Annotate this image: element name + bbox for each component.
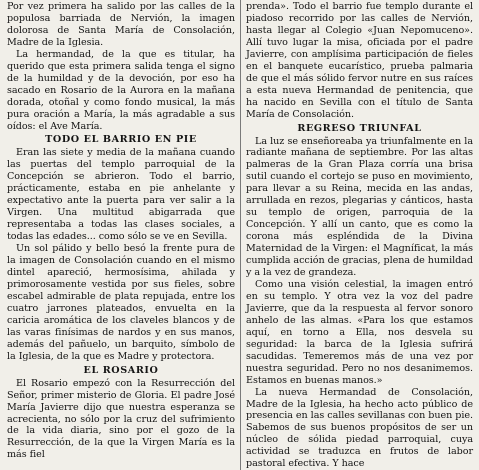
left-column [7, 1, 235, 461]
article-paragraph: Un sol pálido y bello besó la frente pura de la imagen de Consolación cuando en el mismo dintel apareció, hermosísima, ahilada y primorosamente vestida por sus fieles, sobre escabel admirable de plata repujada, entre los cuatro jarrones plateados, envuelta en la caricia aromática de los claveles blancos y de las varas finísimas de nardos y en sus manos, además del pañuelo, un barquito, símbolo de la Iglesia, de la que es Madre y protectora. [7, 243, 235, 362]
article-paragraph: Eran las siete y media de la mañana cuando las puertas del templo parroquial de la Concepción se abrieron. Todo el barrio, prácticamente, estaba en pie anhelante y expectativo ante la puerta para ver salir a la Virgen. Una multitud abigarrada que representaba a todas las clases sociales, a todas las edades... como sólo se ve en Sevilla. [7, 147, 235, 243]
column-divider [240, 0, 241, 470]
article-paragraph: La nueva Hermandad de Consolación, Madre de la Iglesia, ha hecho acto público de presencia en las calles sevillanas con buen pie. Sabemos de sus buenos propósitos de ser un núcleo de sólida piedad parroquial, cuya actividad se traduzca en frutos de labor pastoral efectiva. Y hace [246, 386, 473, 470]
section-heading: REGRESO TRIUNFAL [297, 122, 422, 134]
article-paragraph: El Rosario empezó con la Resurrección del Señor, primer misterio de Gloria. El padre José María Javierre dijo que nuestra esperanza se acrecienta, no sólo por la cruz del sufrimiento de la vida diaria, sino por el gozo de la Resurrección, de la que la Virgen María es la más fiel [7, 377, 235, 461]
article-paragraph: La luz se enseñoreaba ya triunfalmente en la radiante mañana de septiembre. Por las altas palmeras de la Gran Plaza corría una brisa sutil cuando el cortejo se puso en movimiento, para llevar a su Reina, mecida en las andas, arrullada en rezos, plegarias y cánticos, hasta su templo de origen, parroquia de la Concepción. Y allí un canto, que es como la corona más espléndida de la Divina Maternidad de la Virgen: el Magníficat, la más cumplida acción de gracias, plena de humildad y a la vez de grandeza. [246, 135, 473, 279]
article-paragraph: Por vez primera ha salido por las calles de la populosa barriada de Nervión, la imagen dolorosa de Santa María de Consolación, Madre de la Iglesia. [7, 1, 235, 48]
article-paragraph: prenda». Todo el barrio fue templo durante el piadoso recorrido por las calles de Nervión, hasta llegar al Colegio «Juan Nepomuceno». Allí tuvo lugar la misa, oficiada por el padre Javierre, con amplísima participación de fieles en el banquete eucarístico, prueba palmaria de que el más sólido fervor nutre en sus raíces a esta nueva Hermandad de penitencia, que ha nacido en Sevilla con el título de Santa María de Consolación. [246, 1, 473, 120]
section-heading: TODO EL BARRIO EN PIE [45, 134, 197, 146]
article-paragraph: La hermandad, de la que es titular, ha querido que esta primera salida tenga el signo de la humildad y de la devoción, por eso ha sacado en Rosario de la Aurora en la mañana dorada, otoñal y como fondo musical, la más pura oración a María, la más agradable a sus oídos: el Ave María. [7, 48, 235, 132]
article-paragraph: Como una visión celestial, la imagen entró en su templo. Y otra vez la voz del padre Javierre, que da la respuesta al fervor sonoro anhelo de las almas. «Para los que estamos aquí, en torno a Ella, nos desvela su seguridad: la barca de la Iglesia sufrirá sacudidas. Temeremos más de una vez por nuestra seguridad. Pero no nos desanimemos. Estamos en buenas manos.» [246, 278, 473, 386]
right-column [246, 1, 473, 470]
section-heading: EL ROSARIO [83, 364, 159, 376]
